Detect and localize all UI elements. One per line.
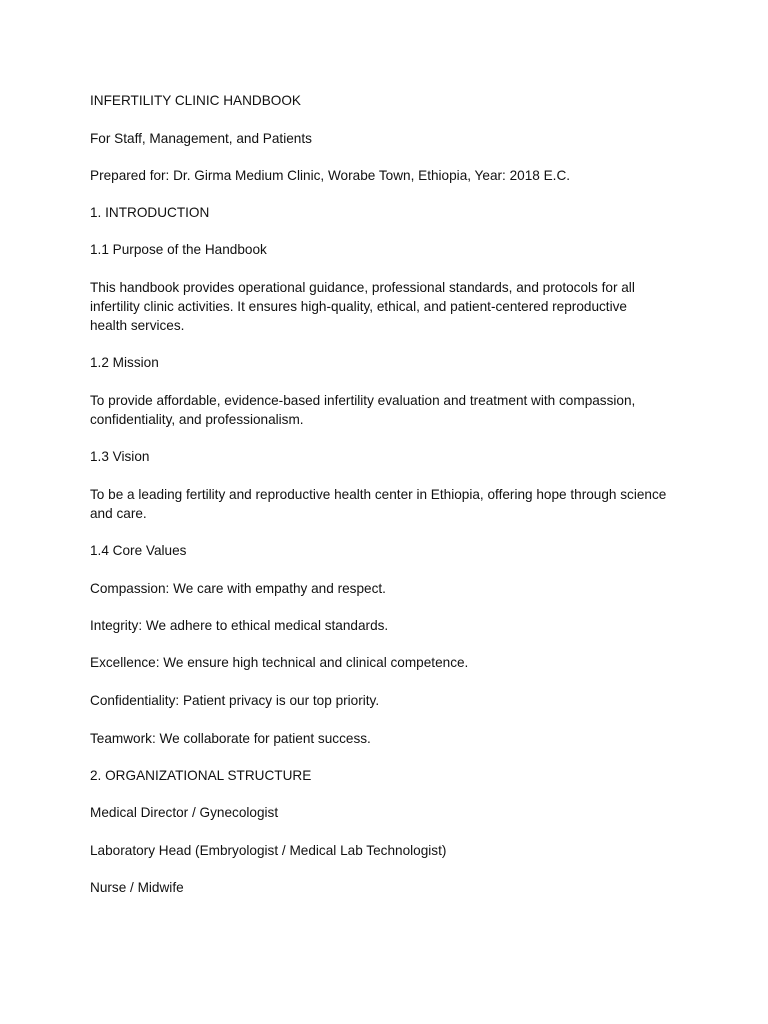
document-subtitle: For Staff, Management, and Patients <box>90 131 312 146</box>
core-value-item: Integrity: We adhere to ethical medical standards. <box>90 618 389 633</box>
vision-heading: 1.3 Vision <box>90 449 150 464</box>
core-value-item: Teamwork: We collaborate for patient success. <box>90 731 371 746</box>
document-title: INFERTILITY CLINIC HANDBOOK <box>90 93 301 108</box>
core-value-item: Compassion: We care with empathy and respect. <box>90 581 386 596</box>
vision-line: and care. <box>90 506 147 521</box>
prepared-for-line: Prepared for: Dr. Girma Medium Clinic, Worabe Town, Ethiopia, Year: 2018 E.C. <box>90 168 571 183</box>
vision-line: To be a leading fertility and reproductive health center in Ethiopia, offering hope through science <box>90 487 667 502</box>
mission-line: To provide affordable, evidence-based infertility evaluation and treatment with compassion, <box>90 393 636 408</box>
core-value-item: Excellence: We ensure high technical and clinical competence. <box>90 655 469 670</box>
purpose-heading: 1.1 Purpose of the Handbook <box>90 242 267 257</box>
role-item: Nurse / Midwife <box>90 880 184 895</box>
purpose-line: health services. <box>90 318 185 333</box>
role-item: Medical Director / Gynecologist <box>90 805 279 820</box>
mission-line: confidentiality, and professionalism. <box>90 412 304 427</box>
role-item: Laboratory Head (Embryologist / Medical Lab Technologist) <box>90 843 447 858</box>
purpose-paragraph <box>90 278 690 335</box>
mission-heading: 1.2 Mission <box>90 355 159 370</box>
purpose-line: This handbook provides operational guidance, professional standards, and protocols for all <box>90 280 635 295</box>
core-values-heading: 1.4 Core Values <box>90 543 187 558</box>
section-1-heading: 1. INTRODUCTION <box>90 205 210 220</box>
purpose-line: infertility clinic activities. It ensures high-quality, ethical, and patient-centered reproductive <box>90 299 627 314</box>
vision-paragraph <box>90 485 690 523</box>
core-value-item: Confidentiality: Patient privacy is our top priority. <box>90 693 380 708</box>
section-2-heading: 2. ORGANIZATIONAL STRUCTURE <box>90 768 312 783</box>
mission-paragraph <box>90 391 690 429</box>
